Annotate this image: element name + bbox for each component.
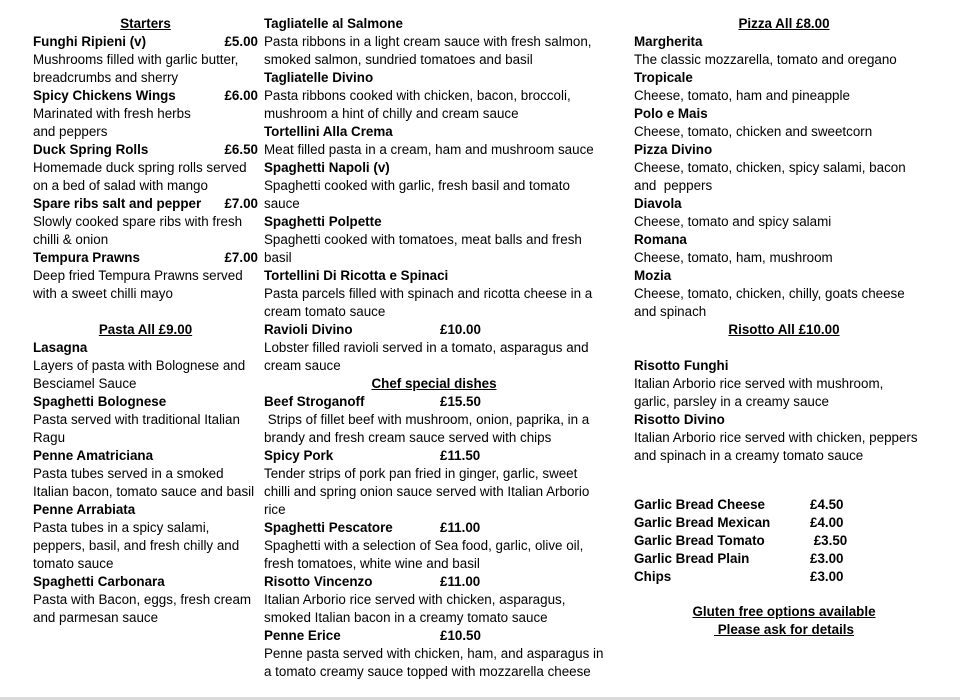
menu-item-title: [264, 267, 604, 285]
menu-item-description: Pasta tubes served in a smoked: [33, 466, 224, 481]
menu-item-name: Garlic Bread Tomato: [634, 533, 765, 548]
menu-item-description: Meat filled pasta in a cream, ham and mushroom sauce: [264, 142, 594, 157]
menu-item-name: Pizza Divino: [634, 142, 713, 157]
menu-item-name: Garlic Bread Plain: [634, 551, 750, 566]
menu-item-description: tomato sauce: [33, 556, 114, 571]
menu-item-description: and peppers: [634, 178, 713, 193]
menu-item-title: [33, 33, 258, 51]
menu-item-title: [33, 249, 258, 267]
menu-item-description: Italian Arborio rice served with mushroom,: [634, 376, 884, 391]
menu-item-name: Tortellini Alla Crema: [264, 124, 393, 139]
menu-item-name: Garlic Bread Mexican: [634, 515, 771, 530]
menu-item-title: [634, 411, 934, 429]
menu-item-description: Besciamel Sauce: [33, 376, 137, 391]
menu-item-title: [634, 357, 934, 375]
menu-item-description: Lobster filled ravioli served in a tomato, asparagus and: [264, 340, 589, 355]
menu-item-title: [33, 195, 258, 213]
menu-item-description: cream sauce: [264, 358, 341, 373]
menu-item-description: Penne pasta served with chicken, ham, and asparagus in: [264, 646, 604, 661]
menu-item-name: Spaghetti Polpette: [264, 214, 382, 229]
menu-item-name: Spaghetti Carbonara: [33, 574, 165, 589]
menu-item-description: Pasta parcels filled with spinach and ricotta cheese in a: [264, 286, 593, 301]
menu-item-name: Margherita: [634, 34, 703, 49]
menu-item-title: [634, 105, 934, 123]
menu-item-price: £11.00: [440, 520, 481, 535]
gluten-free-ask: Please ask for details: [714, 622, 854, 637]
menu-item-name: Chips: [634, 569, 672, 584]
menu-item-description: fresh tomatoes, white wine and basil: [264, 556, 480, 571]
risotto-list: [634, 357, 934, 465]
menu-item-description: on a bed of salad with mango: [33, 178, 208, 193]
menu-item-price: £3.50: [810, 533, 848, 548]
menu-item-name: Tagliatelle al Salmone: [264, 16, 403, 31]
menu-item-name: Tropicale: [634, 70, 693, 85]
menu-item-price: £7.00: [224, 196, 258, 211]
menu-item-title: [264, 393, 604, 411]
risotto-heading: Risotto All £10.00: [728, 322, 840, 337]
menu-item-title: [264, 627, 604, 645]
menu-item-name: Penne Amatriciana: [33, 448, 154, 463]
menu-item-name: Risotto Vincenzo: [264, 574, 373, 589]
pizza-heading: Pizza All £8.00: [738, 16, 830, 31]
menu-item-description: Pasta with Bacon, eggs, fresh cream: [33, 592, 252, 607]
menu-item-title: [264, 213, 604, 231]
menu-column-middle: [264, 15, 604, 681]
menu-item-title: [264, 123, 604, 141]
gluten-free-note: Gluten free options available: [692, 604, 876, 619]
menu-item-description: Homemade duck spring rolls served: [33, 160, 247, 175]
menu-item-description: brandy and fresh cream sauce served with chips: [264, 430, 552, 445]
menu-item-description: rice: [264, 502, 286, 517]
menu-item-title: [264, 573, 604, 591]
menu-item-description: Italian bacon, tomato sauce and basil: [33, 484, 255, 499]
menu-item-name: Spicy Chickens Wings: [33, 88, 176, 103]
menu-item-name: Ravioli Divino: [264, 322, 353, 337]
menu-item-name: Risotto Funghi: [634, 358, 729, 373]
menu-item-description: Cheese, tomato and spicy salami: [634, 214, 832, 229]
menu-item-description: Strips of fillet beef with mushroom, onion, paprika, in a: [264, 412, 590, 427]
menu-item-title: [634, 141, 934, 159]
menu-item-description: Cheese, tomato, chicken and sweetcorn: [634, 124, 873, 139]
menu-item-name: Spaghetti Napoli (v): [264, 160, 390, 175]
menu-item-price: £10.50: [440, 628, 481, 643]
menu-item-description: breadcrumbs and sherry: [33, 70, 179, 85]
pasta-heading: Pasta All £9.00: [98, 322, 193, 337]
menu-item-description: smoked Italian bacon in a creamy tomato sauce: [264, 610, 548, 625]
menu-item-title: [264, 159, 604, 177]
menu-item-title: [634, 231, 934, 249]
menu-item-description: The classic mozzarella, tomato and oregano: [634, 52, 897, 67]
menu-item-title: [634, 496, 934, 514]
menu-item-title: [634, 532, 934, 550]
menu-item-name: Tagliatelle Divino: [264, 70, 374, 85]
starters-list: [33, 33, 258, 303]
menu-item-title: [264, 69, 604, 87]
menu-item-description: basil: [264, 250, 292, 265]
menu-item-price: £15.50: [440, 394, 481, 409]
menu-item-description: Cheese, tomato, ham, mushroom: [634, 250, 833, 265]
chef-specials-heading: Chef special dishes: [371, 376, 497, 391]
menu-item-name: Mozia: [634, 268, 672, 283]
menu-item-title: [33, 141, 258, 159]
menu-item-description: Marinated with fresh herbs: [33, 106, 191, 121]
menu-item-description: Cheese, tomato, chicken, chilly, goats cheese: [634, 286, 905, 301]
menu-item-title: [264, 447, 604, 465]
menu-column-right: [634, 15, 934, 639]
menu-item-description: chilli and spring onion sauce served with Italian Arborio: [264, 484, 590, 499]
menu-item-name: Romana: [634, 232, 687, 247]
menu-item-title: [33, 501, 258, 519]
menu-item-title: [33, 393, 258, 411]
menu-item-price: £6.00: [224, 88, 258, 103]
menu-item-price: £3.00: [810, 551, 844, 566]
menu-item-title: [264, 321, 604, 339]
menu-item-description: Pasta ribbons cooked with chicken, bacon, broccoli,: [264, 88, 571, 103]
menu-item-title: [33, 573, 258, 591]
menu-item-name: Lasagna: [33, 340, 88, 355]
menu-item-name: Penne Erice: [264, 628, 341, 643]
menu-item-title: [634, 514, 934, 532]
menu-item-title: [264, 519, 604, 537]
menu-item-description: Pasta ribbons in a light cream sauce with fresh salmon,: [264, 34, 592, 49]
menu-item-description: Pasta served with traditional Italian: [33, 412, 240, 427]
menu-item-title: [634, 267, 934, 285]
menu-item-description: with a sweet chilli mayo: [33, 286, 173, 301]
menu-item-price: £4.50: [810, 497, 844, 512]
menu-item-name: Duck Spring Rolls: [33, 142, 149, 157]
menu-item-name: Funghi Ripieni (v): [33, 34, 147, 49]
menu-item-price: £4.00: [810, 515, 844, 530]
menu-item-price: £5.00: [224, 34, 258, 49]
menu-item-description: and spinach in a creamy tomato sauce: [634, 448, 864, 463]
menu-item-name: Spaghetti Pescatore: [264, 520, 393, 535]
menu-item-price: £11.00: [440, 574, 481, 589]
menu-item-description: mushroom a hint of chilly and cream sauce: [264, 106, 519, 121]
menu-item-description: smoked salmon, sundried tomatoes and basil: [264, 52, 533, 67]
menu-item-name: Beef Stroganoff: [264, 394, 365, 409]
menu-item-description: a tomato creamy sauce topped with mozzarella cheese: [264, 664, 591, 679]
menu-item-price: £3.00: [810, 569, 844, 584]
menu-item-name: Risotto Divino: [634, 412, 725, 427]
menu-item-price: £10.00: [440, 322, 481, 337]
menu-column-left: [33, 15, 258, 627]
menu-item-title: [634, 568, 934, 586]
menu-item-name: Spaghetti Bolognese: [33, 394, 167, 409]
menu-item-name: Polo e Mais: [634, 106, 708, 121]
menu-item-description: Ragu: [33, 430, 66, 445]
menu-item-description: and parmesan sauce: [33, 610, 159, 625]
menu-item-description: Mushrooms filled with garlic butter,: [33, 52, 239, 67]
menu-item-price: £7.00: [224, 250, 258, 265]
sides-list: [634, 496, 934, 586]
menu-item-description: Deep fried Tempura Prawns served: [33, 268, 243, 283]
pizza-list: [634, 33, 934, 321]
menu-item-description: Cheese, tomato, ham and pineapple: [634, 88, 850, 103]
menu-item-title: [634, 69, 934, 87]
menu-item-price: £11.50: [440, 448, 481, 463]
menu-item-description: Italian Arborio rice served with chicken, peppers: [634, 430, 918, 445]
pasta-list-left: [33, 339, 258, 627]
menu-item-description: Tender strips of pork pan fried in ginger, garlic, sweet: [264, 466, 578, 481]
menu-item-name: Tortellini Di Ricotta e Spinaci: [264, 268, 449, 283]
menu-item-name: Penne Arrabiata: [33, 502, 136, 517]
menu-item-description: Italian Arborio rice served with chicken, asparagus,: [264, 592, 566, 607]
menu-item-description: Slowly cooked spare ribs with fresh: [33, 214, 243, 229]
menu-item-description: peppers, basil, and fresh chilly and: [33, 538, 240, 553]
menu-item-price: £6.50: [224, 142, 258, 157]
chef-specials-list: [264, 393, 604, 681]
menu-item-description: Spaghetti with a selection of Sea food, garlic, olive oil,: [264, 538, 584, 553]
menu-item-description: Spaghetti cooked with garlic, fresh basil and tomato: [264, 178, 570, 193]
menu-item-name: Garlic Bread Cheese: [634, 497, 765, 512]
menu-item-name: Tempura Prawns: [33, 250, 140, 265]
menu-item-description: and peppers: [33, 124, 108, 139]
menu-item-title: [33, 87, 258, 105]
pasta-list-middle: [264, 15, 604, 375]
menu-item-title: [634, 195, 934, 213]
menu-item-description: garlic, parsley in a creamy sauce: [634, 394, 829, 409]
menu-item-description: Pasta tubes in a spicy salami,: [33, 520, 210, 535]
menu-item-name: Diavola: [634, 196, 682, 211]
menu-item-name: Spicy Pork: [264, 448, 334, 463]
menu-item-description: Layers of pasta with Bolognese and: [33, 358, 246, 373]
menu-item-description: chilli & onion: [33, 232, 109, 247]
menu-item-title: [33, 447, 258, 465]
menu-item-description: Spaghetti cooked with tomatoes, meat balls and fresh: [264, 232, 582, 247]
menu-item-title: [634, 33, 934, 51]
starters-heading: Starters: [120, 16, 171, 31]
menu-item-description: sauce: [264, 196, 300, 211]
menu-item-name: Spare ribs salt and pepper: [33, 196, 202, 211]
menu-item-title: [264, 15, 604, 33]
menu-item-title: [634, 550, 934, 568]
menu-item-description: Cheese, tomato, chicken, spicy salami, bacon: [634, 160, 906, 175]
menu-item-description: cream tomato sauce: [264, 304, 386, 319]
menu-item-description: and spinach: [634, 304, 707, 319]
menu-item-title: [33, 339, 258, 357]
